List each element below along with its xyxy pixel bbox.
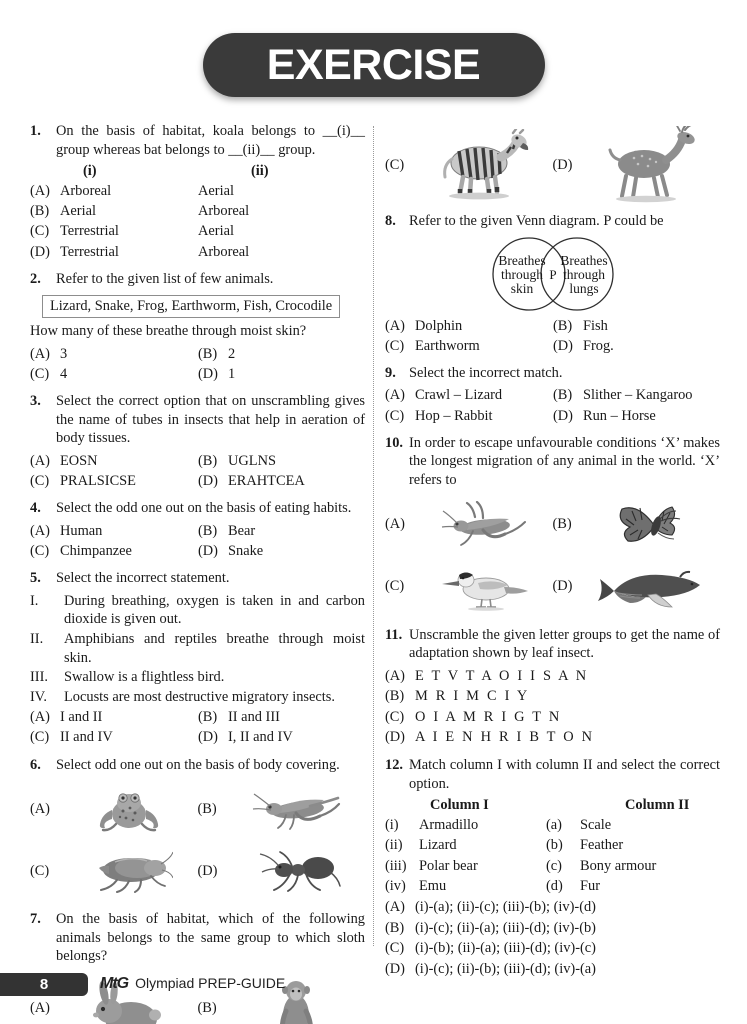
question-11-number: 11. [385, 626, 403, 643]
option-text: 4 [60, 366, 68, 383]
option-text: Run – Horse [583, 407, 656, 424]
question-12-number: 12. [385, 756, 403, 773]
question-8-text: Refer to the given Venn diagram. P could be [409, 213, 664, 229]
row-key-2: (c) [546, 857, 562, 874]
question-1-number: 1. [30, 123, 41, 139]
option-text: Dolphin [415, 317, 463, 334]
question-9-number: 9. [385, 364, 396, 381]
svg-text:through: through [562, 266, 605, 282]
statement-item [30, 688, 365, 707]
mtg-logo: MtG [100, 975, 129, 992]
row-value-1: Polar bear [419, 857, 478, 874]
statement-text: Locusts are most destructive migratory insects. [64, 688, 335, 705]
question-1 [30, 122, 365, 262]
statement-numeral: II. [30, 630, 44, 647]
option-row[interactable] [30, 472, 365, 491]
question-3-stem [30, 392, 365, 448]
row-key-1: (ii) [385, 837, 403, 854]
option-key: (A) [385, 899, 405, 916]
option-row[interactable] [30, 452, 365, 471]
question-5-stem [30, 569, 365, 588]
footer-brand [100, 975, 285, 993]
option-key: (C) [385, 407, 405, 424]
question-6-stem [30, 756, 365, 775]
question-4-text: Select the odd one out on the basis of eating habits. [56, 500, 352, 517]
question-9-options [385, 386, 720, 425]
question-6 [30, 756, 365, 903]
question-1-stem [30, 122, 365, 159]
option-key: (A) [385, 317, 405, 334]
table-row [385, 877, 720, 896]
footer-brand-title: Olympiad PREP-GUIDE [135, 975, 286, 991]
option-key: (D) [553, 337, 573, 354]
row-value-1: Emu [419, 878, 447, 895]
option-key: (D) [385, 729, 405, 746]
option-key: (D) [30, 243, 50, 260]
option-text: Terrestrial [60, 223, 119, 240]
question-2-options [30, 345, 365, 384]
row-value-1: Lizard [419, 837, 457, 854]
statement-text: Amphibians and reptiles breathe through moist skin. [64, 630, 365, 666]
option-key: (B) [198, 522, 218, 539]
option-text: Bear [228, 522, 256, 539]
option-key: (D) [197, 862, 218, 879]
option-key: (B) [385, 919, 405, 936]
row-key-1: (i) [385, 817, 399, 834]
option-text: M R I M C I Y [415, 688, 530, 705]
option-key: (A) [30, 800, 50, 817]
option-text: II and IV [60, 729, 113, 746]
option-key: (D) [385, 961, 405, 978]
image-option[interactable] [385, 556, 553, 618]
row-value-1: Armadillo [419, 817, 479, 834]
option-text: PRALSICSE [60, 473, 136, 490]
question-4 [30, 499, 365, 561]
question-7-text: On the basis of habitat, which of the following animals belongs to the same group to which sloth belongs? [56, 911, 365, 965]
question-3-text: Select the correct option that on unscrambling gives the name of tubes in insects that help in aeration of body tissues. [56, 393, 365, 447]
option-row[interactable] [30, 202, 365, 221]
option-row[interactable] [30, 542, 365, 561]
image-option[interactable] [553, 556, 721, 618]
option-key: (A) [30, 345, 50, 362]
option-text: 1 [228, 366, 236, 383]
question-2-stem [30, 270, 365, 289]
image-option[interactable] [30, 840, 198, 902]
statement-numeral: IV. [30, 688, 47, 705]
table-row [385, 836, 720, 855]
option-text: Slither – Kangaroo [583, 387, 693, 404]
option-key: (B) [198, 345, 218, 362]
question-7-stem [30, 910, 365, 966]
exercise-banner [203, 33, 545, 97]
row-value-2: Bony armour [580, 857, 657, 874]
question-9 [385, 364, 720, 426]
option-text: II and III [228, 709, 280, 726]
statement-item [30, 668, 365, 687]
question-12 [385, 756, 720, 980]
option-key: (C) [30, 543, 50, 560]
question-5-number: 5. [30, 570, 41, 587]
option-text: (i)-(c); (ii)-(b); (iii)-(d); (iv)-(a) [415, 961, 596, 978]
statement-item [30, 592, 365, 629]
option-row[interactable] [385, 687, 720, 707]
row-key-2: (d) [546, 878, 563, 895]
venn-diagram [385, 235, 720, 313]
animal-list-box: Lizard, Snake, Frog, Earthworm, Fish, Crocodile [42, 295, 340, 318]
option-key: (A) [385, 516, 405, 533]
option-row[interactable] [385, 728, 720, 748]
option-text: EOSN [60, 452, 98, 469]
option-text: Fish [583, 317, 608, 334]
question-10-stem [385, 434, 720, 490]
svg-text:P: P [548, 266, 557, 282]
image-option[interactable] [198, 840, 366, 902]
statement-text: During breathing, oxygen is taken in and carbon dioxide is given out. [64, 592, 365, 628]
question-10 [385, 434, 720, 618]
option-key: (C) [385, 578, 405, 595]
svg-text:Breathes: Breathes [559, 252, 608, 268]
option-text: ERAHTCEA [228, 473, 305, 490]
option-text: (i)-(c); (ii)-(a); (iii)-(d); (iv)-(b) [415, 919, 596, 936]
column-1-header: Column I [430, 797, 489, 814]
option-text: Arboreal [60, 183, 112, 200]
statement-item [30, 630, 365, 667]
question-3-options [30, 452, 365, 491]
option-row[interactable] [385, 667, 720, 687]
question-6-text: Select odd one out on the basis of body covering. [56, 756, 340, 773]
question-12-stem [385, 756, 720, 793]
question-7-image-options-right [385, 126, 720, 204]
option-key: (B) [197, 1000, 217, 1017]
match-table-header [385, 797, 720, 814]
option-text: Hop – Rabbit [415, 407, 493, 424]
locust-photo [415, 494, 553, 556]
deer-photo [583, 126, 721, 204]
image-option[interactable] [198, 778, 366, 840]
option-key: (B) [552, 516, 572, 533]
option-row[interactable] [30, 728, 365, 747]
image-option[interactable] [385, 126, 553, 204]
question-7-number: 7. [30, 911, 41, 928]
whale-photo [583, 556, 721, 618]
image-option[interactable] [553, 126, 721, 204]
option-key: (C) [385, 708, 405, 725]
page-number-badge: 8 [0, 973, 88, 996]
option-key: (B) [30, 203, 50, 220]
option-row[interactable] [30, 345, 365, 364]
option-row[interactable] [30, 708, 365, 727]
statement-numeral: I. [30, 592, 39, 609]
question-9-stem [385, 364, 720, 383]
option-text-2: Aerial [198, 223, 234, 240]
option-key: (D) [553, 407, 573, 424]
option-key: (A) [30, 452, 50, 469]
option-key: (C) [30, 223, 50, 240]
question-3-number: 3. [30, 393, 41, 410]
option-text: Earthworm [415, 337, 480, 354]
question-10-image-options [385, 494, 720, 618]
question-5-options [30, 708, 365, 747]
option-key: (A) [30, 1000, 50, 1017]
option-key: (A) [30, 183, 50, 200]
question-8 [385, 212, 720, 356]
question-5-text: Select the incorrect statement. [56, 570, 230, 587]
option-row[interactable] [385, 919, 720, 939]
option-row[interactable] [385, 939, 720, 959]
option-key: (A) [385, 387, 405, 404]
option-row[interactable] [385, 386, 720, 405]
statement-numeral: III. [30, 669, 48, 686]
option-row[interactable] [385, 898, 720, 918]
option-text: Snake [228, 543, 264, 560]
right-column [385, 122, 720, 978]
question-8-number: 8. [385, 213, 396, 229]
option-row[interactable] [385, 337, 720, 356]
option-key: (C) [30, 862, 50, 879]
option-text-2: Arboreal [198, 243, 250, 260]
option-key: (B) [553, 387, 573, 404]
question-1-subheads [30, 163, 365, 180]
question-2 [30, 270, 365, 384]
option-text: (i)-(b); (ii)-(a); (iii)-(d); (iv)-(c) [415, 940, 596, 957]
option-key: (A) [30, 709, 50, 726]
question-4-stem [30, 499, 365, 518]
exercise-banner-wrapper [0, 33, 747, 97]
question-4-options [30, 522, 365, 561]
option-row[interactable] [30, 365, 365, 384]
grasshopper-photo [228, 778, 366, 840]
option-key: (D) [198, 366, 218, 383]
option-row[interactable] [30, 182, 365, 201]
svg-text:skin: skin [510, 280, 533, 296]
option-key: (B) [553, 317, 573, 334]
svg-text:Breathes: Breathes [497, 252, 546, 268]
zebra-photo [415, 126, 553, 204]
option-text: Aerial [60, 203, 96, 220]
option-text: Frog. [583, 337, 614, 354]
question-9-text: Select the incorrect match. [409, 364, 563, 381]
option-text: Chimpanzee [60, 543, 132, 560]
ant-photo [228, 840, 366, 902]
row-key-1: (iv) [385, 878, 406, 895]
question-1-text: On the basis of habitat, koala belongs to __(i)__ group whereas bat belongs to __(ii)__ group. [56, 123, 365, 158]
question-1-options [30, 182, 365, 262]
option-text: O I A M R I G T N [415, 708, 562, 725]
option-key: (D) [198, 543, 218, 560]
page-title: EXERCISE [266, 40, 481, 89]
row-value-2: Fur [580, 878, 600, 895]
question-8-stem [385, 212, 720, 231]
option-key: (C) [385, 337, 405, 354]
option-text: Human [60, 522, 103, 539]
arctic-tern-photo [415, 556, 553, 618]
cockroach-photo [60, 840, 198, 902]
option-row[interactable] [385, 708, 720, 728]
row-key-2: (b) [546, 837, 563, 854]
question-2-text: Refer to the given list of few animals. [56, 270, 274, 287]
question-3 [30, 392, 365, 491]
option-text: E T V T A O I I S A N [415, 667, 589, 684]
option-text: A I E N H R I B T O N [415, 729, 595, 746]
column-2-header: Column II [625, 797, 690, 814]
option-text: Terrestrial [60, 243, 119, 260]
question-8-options [385, 317, 720, 356]
row-key-1: (iii) [385, 857, 407, 874]
question-11 [385, 626, 720, 748]
question-10-number: 10. [385, 434, 403, 451]
option-row[interactable] [385, 407, 720, 426]
question-12-options [385, 898, 720, 979]
option-row[interactable] [30, 522, 365, 541]
question-2-number: 2. [30, 270, 41, 287]
option-text-2: Arboreal [198, 203, 250, 220]
svg-text:lungs: lungs [568, 280, 599, 296]
subhead-i: (i) [83, 163, 97, 180]
question-4-number: 4. [30, 500, 41, 517]
option-row[interactable] [30, 243, 365, 262]
question-7 [30, 910, 365, 1024]
question-11-options [385, 667, 720, 748]
question-6-image-options [30, 778, 365, 902]
option-text: UGLNS [228, 452, 276, 469]
butterfly-photo [583, 494, 721, 556]
question-5 [30, 569, 365, 747]
option-key: (C) [30, 366, 50, 383]
option-key: (A) [385, 667, 405, 684]
option-key: (B) [197, 800, 217, 817]
option-key: (A) [30, 522, 50, 539]
option-key: (C) [30, 473, 50, 490]
svg-text:through: through [500, 266, 543, 282]
statement-text: Swallow is a flightless bird. [64, 669, 225, 686]
column-divider [373, 126, 374, 946]
option-key: (B) [198, 452, 218, 469]
table-row [385, 816, 720, 835]
option-row[interactable] [385, 317, 720, 336]
option-text: 3 [60, 345, 68, 362]
table-row [385, 857, 720, 876]
question-7-continued [385, 126, 720, 204]
row-value-2: Feather [580, 837, 624, 854]
option-key: (B) [385, 688, 405, 705]
image-option[interactable] [385, 494, 553, 556]
question-11-text: Unscramble the given letter groups to get the name of adaptation shown by leaf insect. [409, 626, 720, 662]
option-key: (D) [552, 578, 573, 595]
option-key: (D) [198, 729, 218, 746]
question-10-text: In order to escape unfavourable conditions ‘X’ makes the longest migration of any animal in the world. ‘X’ refers to [409, 434, 720, 488]
option-key: (D) [198, 473, 218, 490]
row-value-2: Scale [580, 817, 612, 834]
option-text: 2 [228, 345, 236, 362]
option-text: I and II [60, 709, 103, 726]
option-text: I, II and IV [228, 729, 293, 746]
option-key: (D) [552, 156, 573, 173]
option-text: Crawl – Lizard [415, 387, 503, 404]
question-6-number: 6. [30, 756, 41, 773]
subhead-ii: (ii) [251, 163, 269, 180]
row-key-2: (a) [546, 817, 562, 834]
question-12-text: Match column I with column II and select the correct option. [409, 756, 720, 792]
image-option[interactable] [553, 494, 721, 556]
question-11-stem [385, 626, 720, 663]
option-key: (C) [385, 940, 405, 957]
question-2-subquestion: How many of these breathe through moist skin? [30, 323, 307, 340]
option-key: (B) [198, 709, 218, 726]
option-text: (i)-(a); (ii)-(c); (iii)-(b); (iv)-(d) [415, 899, 596, 916]
page-footer [0, 972, 747, 996]
option-row[interactable] [30, 222, 365, 241]
option-text-2: Aerial [198, 183, 234, 200]
option-key: (C) [385, 156, 405, 173]
frog-photo [60, 778, 198, 840]
option-key: (C) [30, 729, 50, 746]
image-option[interactable] [30, 778, 198, 840]
